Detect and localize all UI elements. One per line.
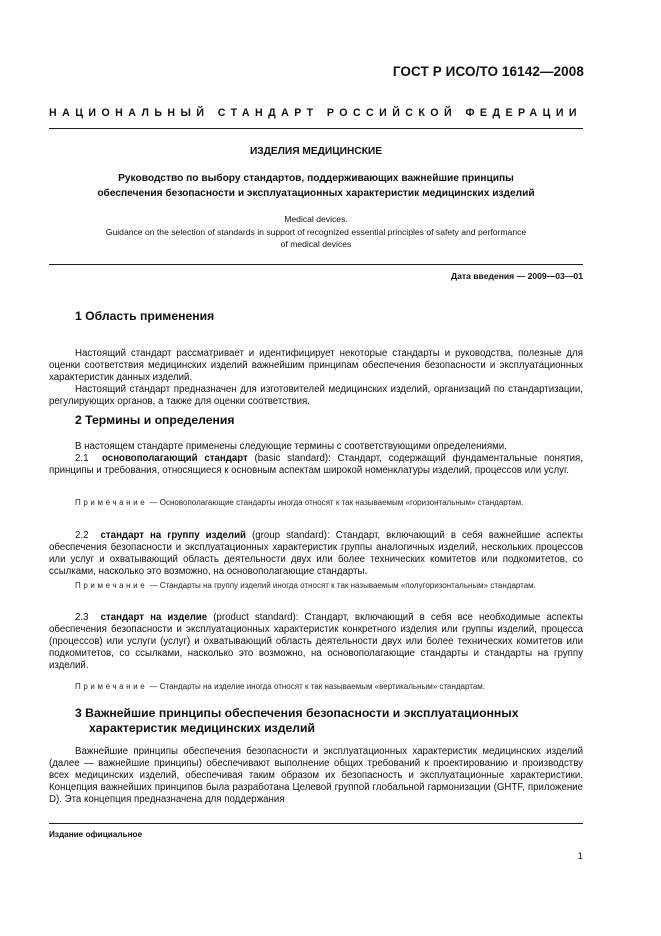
footer-divider <box>49 823 583 824</box>
term-definition: 2.2 стандарт на группу изделий (group standard): Стандарт, включающий в себя важнейшие аспекты обеспечения безопасности и эксплуатационных характеристик группы аналогичных изделий, нескольких процессов или услуг и охватывающий область деятельности двух или более технических комитетов или подкомитетов, со ссылками, насколько это возможно, на основополагающие стандарты. <box>49 530 584 577</box>
term-name: стандарт на группу изделий <box>100 530 247 541</box>
english-title <box>49 213 583 251</box>
english-title-line: Guidance on the selection of standards in support of recognized essential principles of safety and performance <box>105 226 527 237</box>
paragraph: Настоящий стандарт предназначен для изготовителей медицинских изделий, организаций по стандартизации, регулирующих органов, а также для оценки соответствия. <box>49 384 583 407</box>
section-heading-principles <box>75 706 518 736</box>
english-title-line: Medical devices. <box>284 214 348 224</box>
section-heading-terms: 2 Термины и определения <box>75 413 235 427</box>
paragraph: Настоящий стандарт рассматривает и идентифицирует некоторые стандарты и руководства, полезные для оценки соответствия медицинских изделий важнейшим принципам обеспечения безопасности и эксплуатационных характеристик данных изделий. <box>49 348 583 383</box>
page-number: 1 <box>577 851 583 862</box>
section-heading-scope: 1 Область применения <box>75 309 215 323</box>
term-name: основополагающий стандарт <box>102 453 248 464</box>
note: Примечание — Основополагающие стандарты иногда относят к так называемым «горизонтальным» стандартам. <box>75 498 524 507</box>
english-title-line: of medical devices <box>280 239 352 249</box>
subtitle-line: Руководство по выбору стандартов, поддерживающих важнейшие принципы <box>118 173 514 184</box>
term-definition: 2.3 стандарт на изделие (product standard): Стандарт, включающий в себя все необходимые аспекты обеспечения безопасности и эксплуатационных характеристик конкретного изделия или группы изделий, процесса (процессов) или услуги (услуг) и охватывающий область деятельности двух или более технических комитетов или подкомитетов, со ссылками, насколько это возможно, на основополагающие стандарты и стандарты на группу изделий. <box>49 612 583 671</box>
standard-title: ИЗДЕЛИЯ МЕДИЦИНСКИЕ <box>249 146 383 157</box>
national-standard-banner: НАЦИОНАЛЬНЫЙ СТАНДАРТ РОССИЙСКОЙ ФЕДЕРАЦИИ <box>49 107 582 119</box>
standard-subtitle <box>49 171 583 201</box>
document-number: ГОСТ Р ИСО/ТО 16142—2008 <box>392 64 584 79</box>
edition-label: Издание официальное <box>49 830 143 839</box>
note: Примечание — Стандарты на изделие иногда относят к так называемым «вертикальным» стандартам. <box>75 682 486 691</box>
paragraph: В настоящем стандарте применены следующие термины с соответствующими определениями. <box>75 441 507 452</box>
heading-line: характеристик медицинских изделий <box>89 721 315 735</box>
term-name: стандарт на изделие <box>100 612 208 623</box>
header-divider <box>49 128 583 129</box>
introduction-date: Дата введения — 2009—03—01 <box>450 271 583 281</box>
subtitle-line: обеспечения безопасности и эксплуатационных характеристик медицинских изделий <box>97 188 535 199</box>
date-divider <box>49 264 583 265</box>
term-definition: 2.1 основополагающий стандарт (basic standard): Стандарт, содержащий фундаментальные понятия, принципы и требования, относящиеся к основным аспектам широкой номенклатуры изделий, процессов или услуг. <box>49 453 583 476</box>
heading-line: 3 Важнейшие принципы обеспечения безопасности и эксплуатационных <box>75 706 519 720</box>
paragraph: Важнейшие принципы обеспечения безопасности и эксплуатационных характеристик медицинских изделий (далее — важнейшие принципы) обеспечивают выполнение общих требований к проектированию и производству всех медицинских изделий, обеспечивая таким образом их безопасность и эксплуатационные характеристики. Концепция важнейших принципов была разработана Целевой группой глобальной гармонизации (GHTF, приложение D). Эта концепция предназначена для поддержания <box>49 746 583 805</box>
note: Примечание — Стандарты на группу изделий иногда относят к так называемым «полугоризонтальным» стандартам. <box>75 581 536 590</box>
